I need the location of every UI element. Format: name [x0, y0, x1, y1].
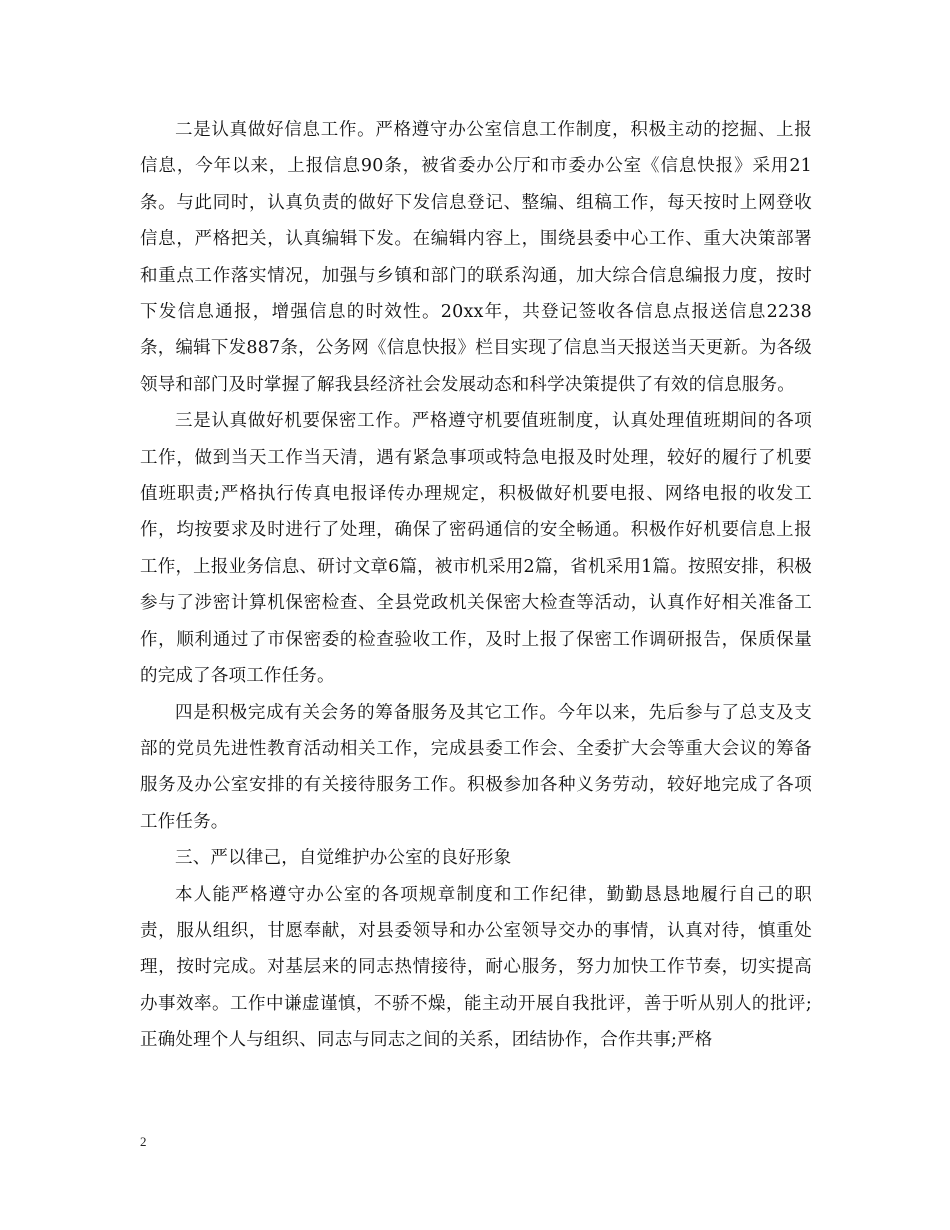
paragraph-meeting-services: 四是积极完成有关会务的筹备服务及其它工作。今年以来，先后参与了总支及支部的党员先进性教育活动相关工作，完成县委工作会、全委扩大会等重大会议的筹备服务及办公室安排的有关接待服务工作。积极参加各种义务劳动，较好地完成了各项工作任务。	[140, 702, 812, 832]
paragraph-confidential-work: 三是认真做好机要保密工作。严格遵守机要值班制度，认真处理值班期间的各项工作，做到当天工作当天清，遇有紧急事项或特急电报及时处理，较好的履行了机要值班职责;严格执行传真电报译传办理规定，积极做好机要电报、网络电报的收发工作，均按要求及时进行了处理，确保了密码通信的安全畅通。积极作好机要信息上报工作，上报业务信息、研讨文章6篇，被市机采用2篇，省机采用1篇。按照安排，积极参与了涉密计算机保密检查、全县党政机关保密大检查等活动，认真作好相关准备工作，顺利通过了市保密委的检查验收工作，及时上报了保密工作调研报告，保质保量的完成了各项工作任务。	[140, 411, 812, 687]
paragraph-self-discipline: 本人能严格遵守办公室的各项规章制度和工作纪律，勤勤恳恳地履行自己的职责，服从组织，甘愿奉献，对县委领导和办公室领导交办的事情，认真对待，慎重处理，按时完成。对基层来的同志热情接待，耐心服务，努力加快工作节奏，切实提高办事效率。工作中谦虚谨慎，不骄不燥，能主动开展自我批评，善于听从别人的批评;正确处理个人与组织、同志与同志之间的关系，团结协作，合作共事;严格	[140, 884, 812, 1051]
section-heading-self-discipline: 三、严以律己，自觉维护办公室的良好形象	[175, 848, 512, 869]
paragraph-information-work: 二是认真做好信息工作。严格遵守办公室信息工作制度，积极主动的挖掘、上报信息，今年以来，上报信息90条，被省委办公厅和市委办公室《信息快报》采用21条。与此同时，认真负责的做好下发信息登记、整编、组稿工作，每天按时上网登收信息，严格把关，认真编辑下发。在编辑内容上，围绕县委中心工作、重大决策部署和重点工作落实情况，加强与乡镇和部门的联系沟通，加大综合信息编报力度，按时下发信息通报，增强信息的时效性。20xx年，共登记签收各信息点报送信息2238条，编辑下发887条，公务网《信息快报》栏目实现了信息当天报送当天更新。为各级领导和部门及时掌握了解我县经济社会发展动态和科学决策提供了有效的信息服务。	[140, 120, 812, 395]
document-body	[140, 112, 812, 1059]
page-number: 2	[140, 1134, 147, 1149]
